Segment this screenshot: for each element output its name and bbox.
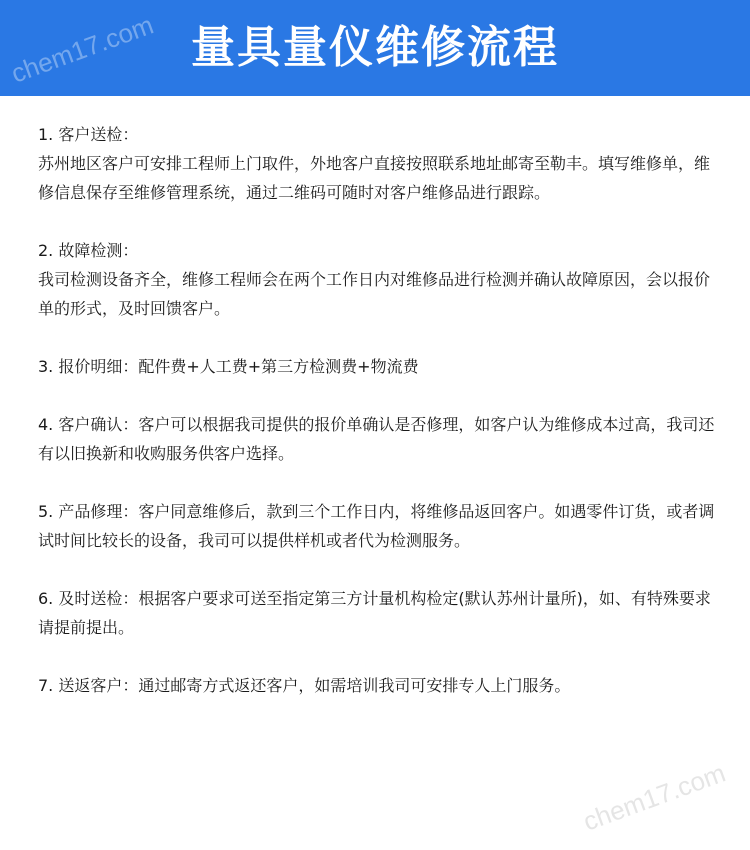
step-fault-detection [38,236,718,323]
step-heading: 2. 故障检测： [38,241,139,260]
step-heading: 1. 客户送检： [38,125,139,144]
step-body: 苏州地区客户可安排工程师上门取件，外地客户直接按照联系地址邮寄至勒丰。填写维修单，维修信息保存至维修管理系统，通过二维码可随时对客户维修品进行跟踪。 [38,154,711,202]
title-banner [0,0,750,96]
step-product-repair [38,497,718,555]
watermark-logo: chem17.com [7,9,158,89]
step-return-customer [38,671,718,700]
step-customer-submit [38,120,718,207]
step-quote-details [38,352,718,381]
page-title: 量具量仪维修流程 [191,22,559,73]
step-body: 4. 客户确认：客户可以根据我司提供的报价单确认是否修理，如客户认为维修成本过高，我司还有以旧换新和收购服务供客户选择。 [38,415,715,463]
step-body: 7. 送返客户：通过邮寄方式返还客户，如需培训我司可安排专人上门服务。 [38,676,571,695]
step-customer-confirm [38,410,718,468]
watermark-logo: chem17.com [579,757,730,837]
step-body: 6. 及时送检：根据客户要求可送至指定第三方计量机构检定(默认苏州计量所)，如、有特殊要求请提前提出。 [38,589,711,637]
step-body: 5. 产品修理：客户同意维修后，款到三个工作日内，将维修品返回客户。如遇零件订货，或者调试时间比较长的设备，我司可以提供样机或者代为检测服务。 [38,502,715,550]
step-body: 3. 报价明细：配件费+人工费+第三方检测费+物流费 [38,357,419,376]
step-body: 我司检测设备齐全，维修工程师会在两个工作日内对维修品进行检测并确认故障原因，会以报价单的形式，及时回馈客户。 [38,270,711,318]
step-timely-inspection [38,584,718,642]
process-steps [38,120,718,729]
